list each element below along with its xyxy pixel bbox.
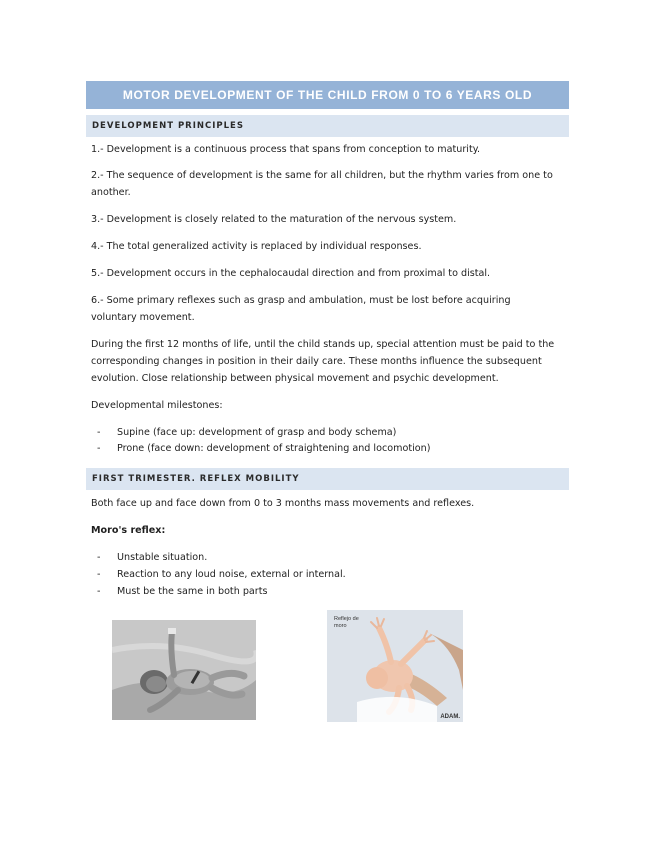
first-year-paragraph: During the first 12 months of life, until the child stands up, special attention must be paid to the corresponding changes in position in their daily care. These months influence the subsequent evolution. Close relationship between physical movement and psychic development.: [91, 339, 555, 384]
first-trimester-paragraph: Both face up and face down from 0 to 3 months mass movements and reflexes.: [91, 498, 475, 509]
moro-bullet: [97, 550, 557, 566]
moro-bullet: [97, 567, 557, 583]
bullet-dash: -: [97, 443, 101, 454]
principle-3: 3.- Development is closely related to the maturation of the nervous system.: [91, 214, 457, 225]
milestone-text: Prone (face down: development of straightening and locomotion): [117, 443, 431, 454]
section-heading-first-trimester: FIRST TRIMESTER. REFLEX MOBILITY: [86, 468, 569, 490]
milestone-item: [97, 425, 557, 441]
principle-2: 2.- The sequence of development is the same for all children, but the rhythm varies from one to another.: [91, 170, 553, 198]
milestone-item: [97, 441, 557, 457]
reflex-caption: Reflejo de moro: [334, 616, 359, 629]
section-heading-development-principles: DEVELOPMENT PRINCIPLES: [86, 115, 569, 137]
bullet-dash: -: [97, 586, 101, 597]
principle-1: 1.- Development is a continuous process that spans from conception to maturity.: [91, 144, 481, 155]
moro-bullet-text: Must be the same in both parts: [117, 586, 268, 597]
bullet-dash: -: [97, 427, 101, 438]
adam-logo: ADAM.: [440, 714, 460, 720]
moro-bullet-text: Reaction to any loud noise, external or internal.: [117, 569, 346, 580]
milestone-text: Supine (face up: development of grasp and body schema): [117, 427, 397, 438]
moro-bullet-text: Unstable situation.: [117, 552, 208, 563]
newborn-photo: [112, 620, 256, 720]
moro-bullet: [97, 584, 557, 600]
milestones-label: Developmental milestones:: [91, 400, 223, 411]
moro-reflex-heading: Moro's reflex:: [91, 525, 166, 536]
bullet-dash: -: [97, 552, 101, 563]
principle-4: 4.- The total generalized activity is replaced by individual responses.: [91, 241, 422, 252]
principle-5: 5.- Development occurs in the cephalocaudal direction and from proximal to distal.: [91, 268, 491, 279]
principle-6: 6.- Some primary reflexes such as grasp and ambulation, must be lost before acquiring voluntary movement.: [91, 295, 511, 323]
bullet-dash: -: [97, 569, 101, 580]
moro-reflex-illustration: [327, 610, 463, 722]
page-title: MOTOR DEVELOPMENT OF THE CHILD FROM 0 TO 6 YEARS OLD: [86, 81, 569, 109]
newborn-illustration: [112, 620, 256, 720]
